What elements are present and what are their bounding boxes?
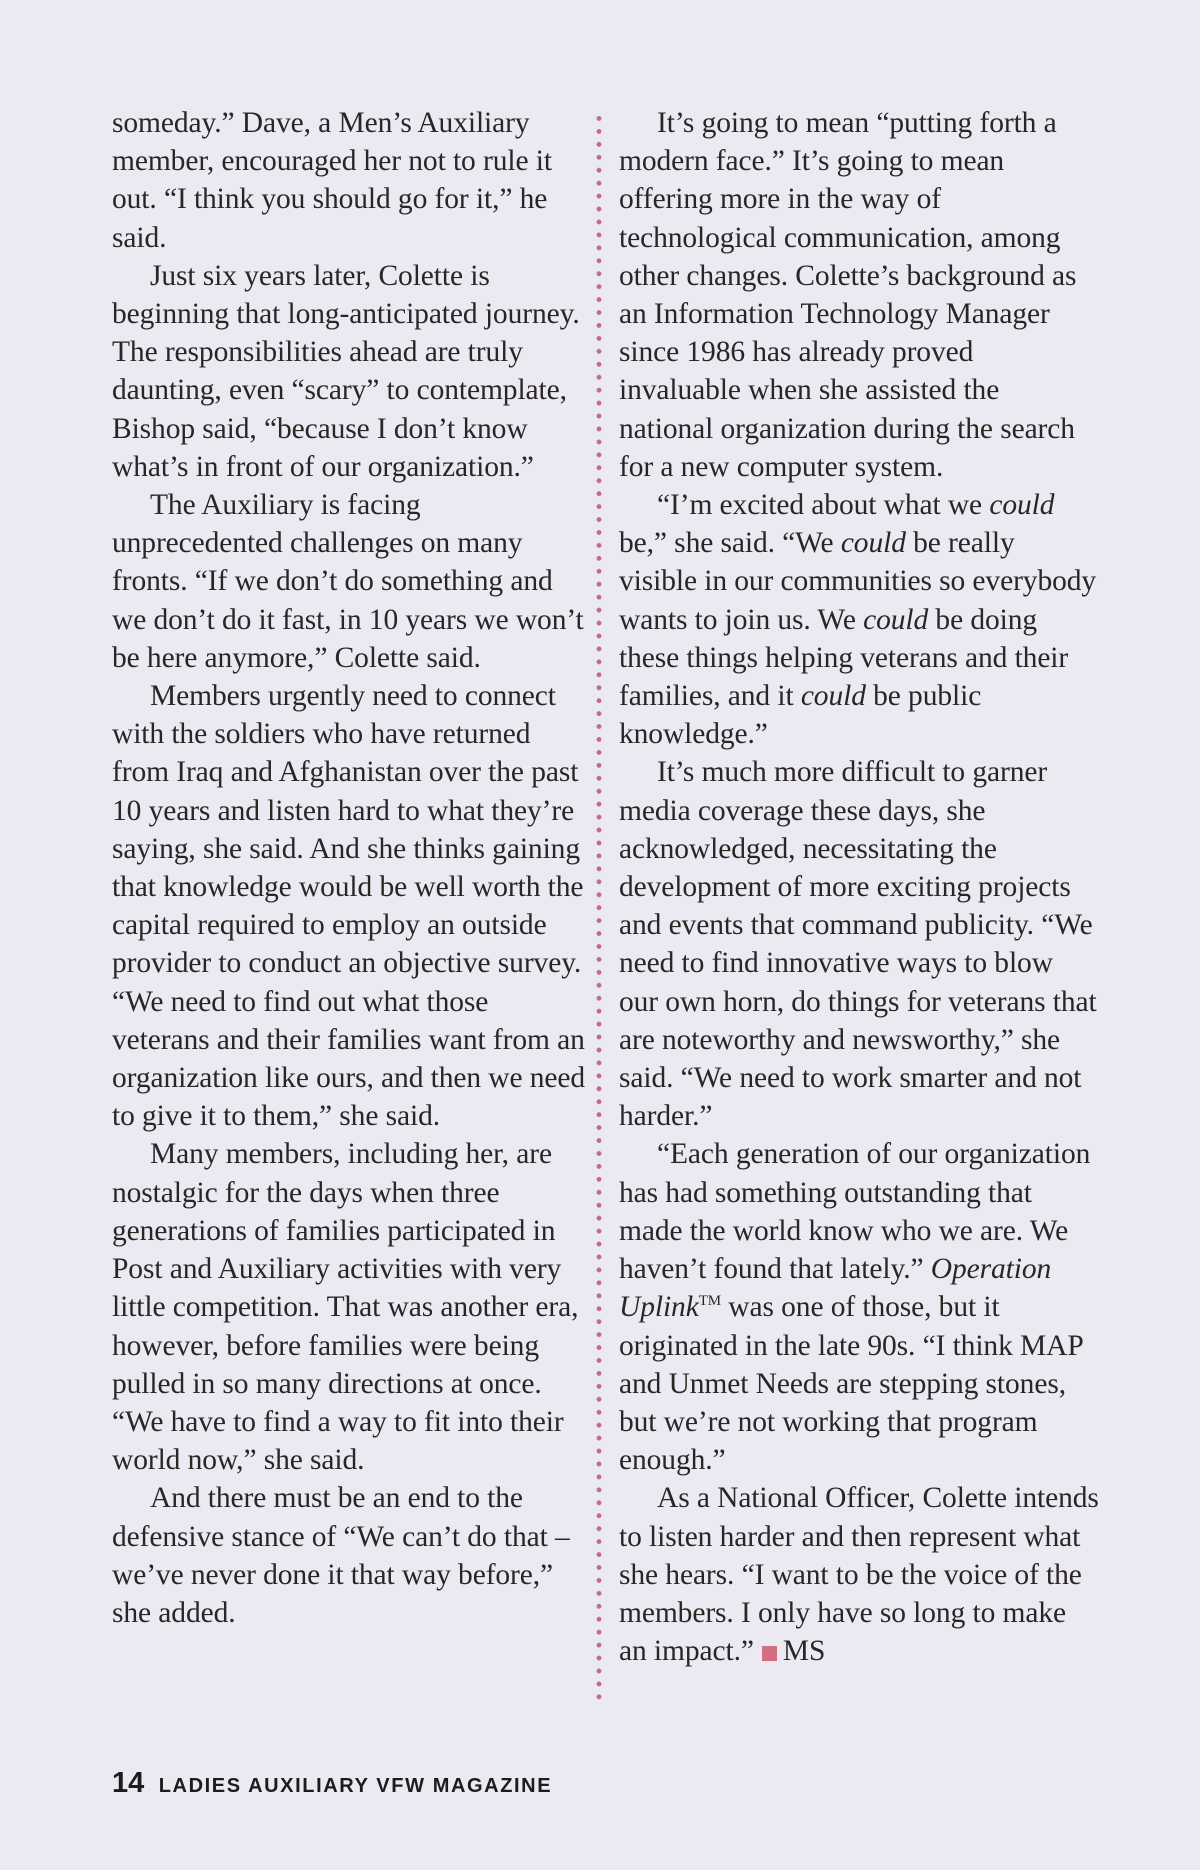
paragraph: Members urgently need to connect with the soldiers who have returned from Iraq and Afghanistan over the past 10 years and listen hard to what they’re saying, she said. And she thinks gaining that knowledge would be well worth the capital required to employ an outside provider to conduct an objective survey. “We need to find out what those veterans and their families want from an organization like ours, and then we need to give it to them,” she said. — [112, 680, 586, 1133]
paragraph — [619, 1479, 1099, 1670]
author-initials: MS — [782, 1635, 826, 1668]
paragraph: It’s going to mean “putting forth a modern face.” It’s going to mean offering more in the way of technological communication, among other changes. Colette’s background as an Information Technology Manager since 1986 has already proved invaluable when she assisted the national organization during the search for a new computer system. — [619, 107, 1077, 483]
end-of-article-square-icon — [762, 1646, 777, 1661]
right-column — [619, 104, 1099, 1670]
page-number: 14 — [112, 1767, 145, 1799]
paragraph — [619, 1135, 1099, 1479]
paragraph: It’s much more difficult to garner media coverage these days, she acknowledged, necessitating the development of more exciting projects and events that command publicity. “We need to find innovative ways to blow our own horn, do things for veterans that are noteworthy and newsworthy,” she said. “We need to work smarter and not harder.” — [619, 756, 1097, 1133]
text-run: As a National Officer, Colette intends to listen harder and then represent what she hears. “I want to be the voice of the members. I only have so long to make an impact.” — [619, 1482, 1099, 1668]
program-name: Operation Uplink — [619, 1253, 1052, 1324]
text-run: was one of those, but it originated in the late 90s. “I think MAP and Unmet Needs are stepping stones, but we’re not working that program enough.” — [619, 1291, 1083, 1477]
emphasis: could — [800, 680, 866, 713]
paragraph: Many members, including her, are nostalgic for the days when three generations of families participated in Post and Auxiliary activities with very little competition. That was another era, however, before families were being pulled in so many directions at once. “We have to find a way to fit into their world now,” she said. — [112, 1138, 579, 1477]
page-footer — [112, 1767, 552, 1800]
emphasis: could — [863, 603, 929, 636]
text-run: be,” she said. “We — [619, 527, 841, 560]
dotted-column-divider — [596, 112, 602, 1700]
trademark-mark: TM — [698, 1293, 722, 1310]
left-column — [112, 104, 588, 1632]
paragraph: And there must be an end to the defensive stance of “We can’t do that – we’ve never done it that way before,” she added. — [112, 1482, 570, 1629]
text-run: be public knowledge.” — [619, 680, 982, 751]
magazine-name: LADIES AUXILIARY VFW MAGAZINE — [158, 1775, 553, 1797]
text-run: be doing these things helping veterans and their families, and it — [619, 603, 1069, 713]
paragraph — [619, 486, 1099, 753]
text-run: “I’m excited about what we — [657, 489, 990, 522]
text-run: be really visible in our communities so everybody wants to join us. We — [619, 527, 1097, 636]
emphasis: could — [840, 527, 906, 560]
emphasis: could — [989, 489, 1055, 522]
text-run: “Each generation of our organization has had something outstanding that made the world know who we are. We haven’t found that lately.” — [619, 1138, 1091, 1286]
paragraph: someday.” Dave, a Men’s Auxiliary member, encouraged her not to rule it out. “I think you should go for it,” he said. — [112, 107, 552, 254]
paragraph: The Auxiliary is facing unprecedented challenges on many fronts. “If we don’t do something and we don’t do it fast, in 10 years we won’t be here anymore,” Colette said. — [112, 489, 584, 674]
paragraph: Just six years later, Colette is beginning that long-anticipated journey. The responsibilities ahead are truly daunting, even “scary” to contemplate, Bishop said, “because I don’t know what’s in front of our organization.” — [112, 259, 580, 483]
